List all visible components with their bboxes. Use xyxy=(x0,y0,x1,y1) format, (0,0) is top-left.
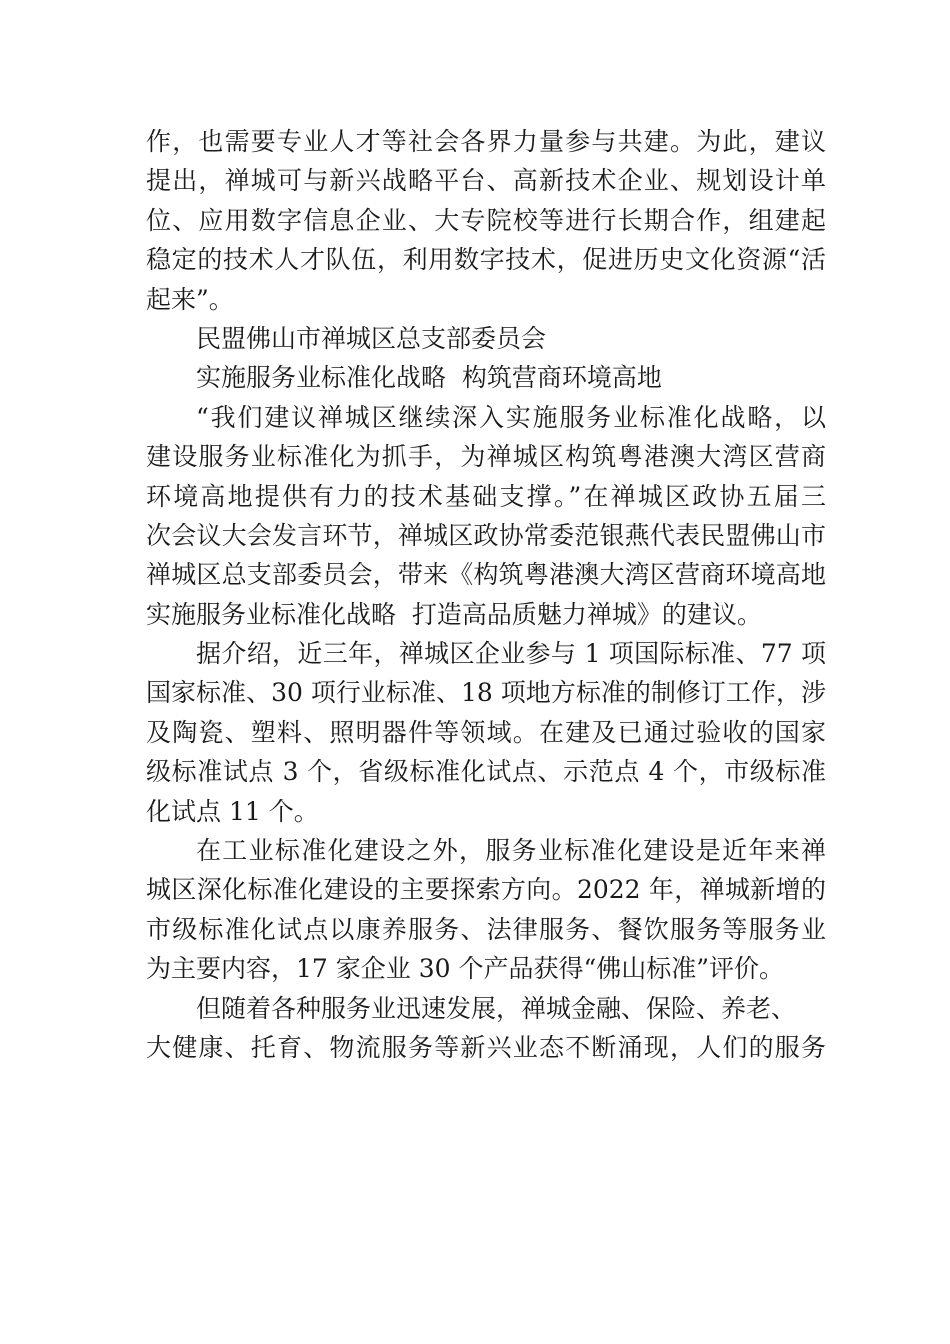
text-line: 国家标准、30 项行业标准、18 项地方标准的制修订工作，涉 xyxy=(146,678,826,708)
text-line: 提出，禅城可与新兴战略平台、高新技术企业、规划设计单 xyxy=(146,166,826,196)
document-body xyxy=(146,122,826,1067)
text-line: 城区深化标准化建设的主要探索方向。2022 年，禅城新增的 xyxy=(146,875,826,905)
text-line: 起来”。 xyxy=(146,284,234,314)
text-line: 据介绍，近三年，禅城区企业参与 1 项国际标准、77 项 xyxy=(196,639,826,669)
author-line xyxy=(146,319,826,358)
author-name: 民盟佛山市禅城区总支部委员会 xyxy=(196,323,547,353)
text-line: 在工业标准化建设之外，服务业标准化建设是近年来禅 xyxy=(196,836,826,866)
section-heading xyxy=(146,358,826,397)
paragraph-service-standards xyxy=(146,831,826,989)
text-line: 市级标准化试点以康养服务、法律服务、餐饮服务等服务业 xyxy=(146,914,826,944)
text-line: 实施服务业标准化战略 打造高品质魅力禅城》的建议。 xyxy=(146,599,762,629)
text-line: 稳定的技术人才队伍，利用数字技术，促进历史文化资源“活 xyxy=(146,245,826,275)
text-line: 禅城区总支部委员会，带来《构筑粤港澳大湾区营商环境高地 xyxy=(146,560,826,590)
text-line: “我们建议禅城区继续深入实施服务业标准化战略，以 xyxy=(196,402,826,432)
text-line: 但随着各种服务业迅速发展，禅城金融、保险、养老、 xyxy=(196,993,797,1023)
paragraph-emerging-services xyxy=(146,989,826,1068)
text-line: 级标准试点 3 个，省级标准化试点、示范点 4 个，市级标准 xyxy=(146,757,826,787)
text-line: 建设服务业标准化为抓手，为禅城区构筑粤港澳大湾区营商 xyxy=(146,442,826,472)
text-line: 位、应用数字信息企业、大专院校等进行长期合作，组建起 xyxy=(146,205,826,235)
text-line: 次会议大会发言环节，禅城区政协常委范银燕代表民盟佛山市 xyxy=(146,520,826,550)
text-line: 为主要内容，17 家企业 30 个产品获得“佛山标准”评价。 xyxy=(146,954,785,984)
paragraph-statistics xyxy=(146,634,826,831)
paragraph-continuation xyxy=(146,122,826,319)
paragraph-quote xyxy=(146,398,826,634)
text-line: 及陶瓷、塑料、照明器件等领域。在建及已通过验收的国家 xyxy=(146,717,826,747)
text-line: 大健康、托育、物流服务等新兴业态不断涌现，人们的服务 xyxy=(146,1032,826,1062)
text-line: 环境高地提供有力的技术基础支撑。”在禅城区政协五届三 xyxy=(146,481,826,511)
text-line: 化试点 11 个。 xyxy=(146,796,319,826)
heading-text: 实施服务业标准化战略 构筑营商环境高地 xyxy=(196,363,662,393)
text-line: 作，也需要专业人才等社会各界力量参与共建。为此，建议 xyxy=(146,127,826,156)
